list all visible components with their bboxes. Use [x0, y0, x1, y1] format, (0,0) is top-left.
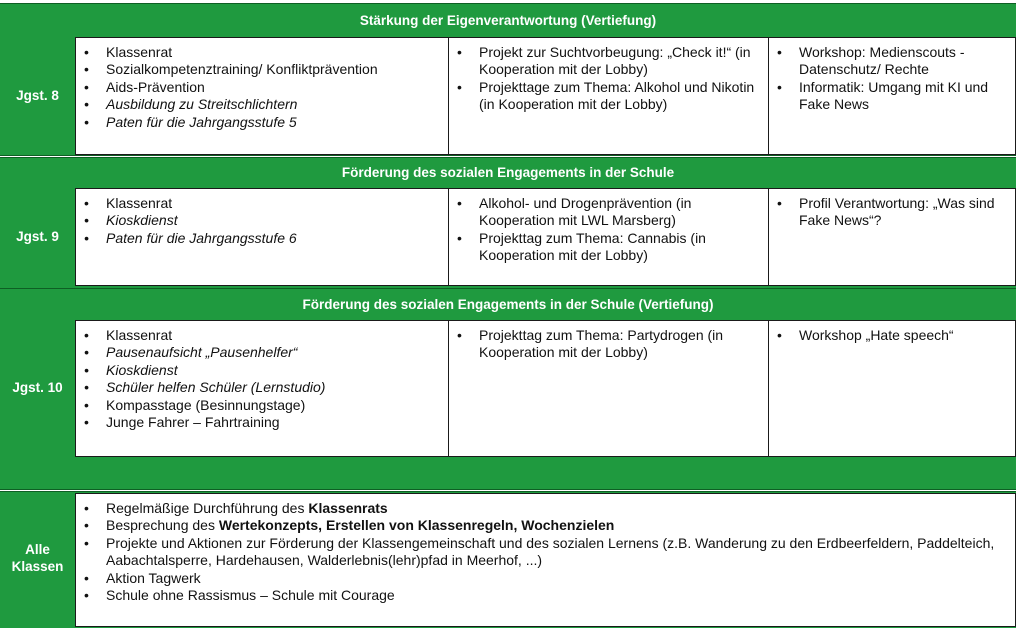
list-item [106, 535, 1009, 570]
list-item: • Paten für die Jahrgangsstufe 6 [106, 230, 442, 247]
cell-9-col2 [448, 188, 769, 286]
list-item: • Paten für die Jahrgangsstufe 5 [106, 114, 442, 131]
section-band-10 [0, 288, 1016, 320]
list-item: • Alkohol- und Drogenprävention (in Kooperation mit LWL Marsberg) [479, 195, 762, 230]
cell-all [75, 493, 1016, 627]
grade-label: Alle Klassen [11, 542, 64, 574]
cell-9-col3 [768, 188, 1016, 286]
list-item: • Pausenaufsicht „Pausenhelfer“ [106, 344, 442, 361]
list-text: Aktion Tagwerk [106, 569, 201, 586]
cell-9-col1 [75, 188, 449, 286]
list-text: Projekte und Aktionen zur Förderung der Klassengemeinschaft und des sozialen Lernens (z.B. Wanderung zu den Erdbeerfeldern, Paddelteich, Aabachtalsperre, Hardehausen, Walderlebnis(lehr)pfad in Meerhof, ...) [106, 534, 995, 569]
bullet-list [769, 189, 1015, 230]
bullet-list [449, 189, 768, 265]
list-item: • Kioskdienst [106, 362, 442, 379]
list-text: Besprechung des [106, 517, 219, 534]
list-text: Schule ohne Rassismus – Schule mit Courage [106, 587, 395, 604]
grade-label: Jgst. 8 [16, 87, 59, 103]
list-item: • Kioskdienst [106, 212, 442, 229]
list-item: • Workshop: Medienscouts - Datenschutz/ Rechte [799, 44, 1009, 79]
list-item: • Projekttag zum Thema: Cannabis (in Kooperation mit der Lobby) [479, 230, 762, 265]
bullet-list [76, 321, 448, 431]
bullet-list [449, 38, 768, 114]
list-item: • Klassenrat [106, 44, 442, 61]
list-text: Regelmäßige Durchführung des [106, 500, 309, 516]
cell-10-col3 [768, 320, 1016, 457]
bold-text: Wertekonzepts, Erstellen von Klassenregeln, Wochenzielen [218, 517, 615, 534]
list-item: • Projekttag zum Thema: Partydrogen (in Kooperation mit der Lobby) [479, 327, 762, 362]
cell-10-col1 [75, 320, 449, 457]
bullet-list [449, 321, 768, 362]
list-item: • Workshop „Hate speech“ [799, 327, 1009, 344]
list-item: • Schüler helfen Schüler (Lernstudio) [106, 379, 442, 396]
cell-8-col2 [448, 37, 769, 155]
grade-label: Jgst. 9 [16, 228, 59, 244]
list-item [106, 587, 1009, 604]
bullet-list [769, 38, 1015, 114]
list-item [106, 517, 1009, 534]
bold-text: Klassenrats [308, 500, 388, 516]
list-item: • Projekttage zum Thema: Alkohol und Nikotin (in Kooperation mit der Lobby) [479, 79, 762, 114]
list-item [106, 500, 1009, 517]
section-band-9 [0, 157, 1016, 188]
list-item: • Ausbildung zu Streitschlichtern [106, 96, 442, 113]
list-item: • Kompasstage (Besinnungstage) [106, 397, 442, 414]
bullet-list [76, 38, 448, 131]
list-item: • Junge Fahrer – Fahrtraining [106, 414, 442, 431]
section-band-8 [0, 3, 1016, 37]
section-title: Stärkung der Eigenverantwortung (Vertiefung) [359, 12, 657, 28]
cell-10-col2 [448, 320, 769, 457]
list-item: • Projekt zur Suchtvorbeugung: „Check it!“ (in Kooperation mit der Lobby) [479, 44, 762, 79]
list-item: • Aids-Prävention [106, 79, 442, 96]
list-item: • Klassenrat [106, 195, 442, 212]
list-item: • Sozialkompetenztraining/ Konfliktprävention [106, 61, 442, 78]
section-title: Förderung des sozialen Engagements in der Schule (Vertiefung) [302, 296, 714, 312]
list-item: • Klassenrat [106, 327, 442, 344]
section-title: Förderung des sozialen Engagements in der Schule [341, 165, 675, 180]
bullet-list [76, 494, 1015, 604]
list-item: • Informatik: Umgang mit KI und Fake News [799, 79, 1009, 114]
bullet-list [76, 189, 448, 247]
cell-8-col1 [75, 37, 449, 155]
bullet-list [769, 321, 1015, 344]
list-item: • Profil Verantwortung: „Was sind Fake News“? [799, 195, 1009, 230]
cell-8-col3 [768, 37, 1016, 155]
grade-label: Jgst. 10 [12, 379, 63, 395]
list-item [106, 570, 1009, 587]
